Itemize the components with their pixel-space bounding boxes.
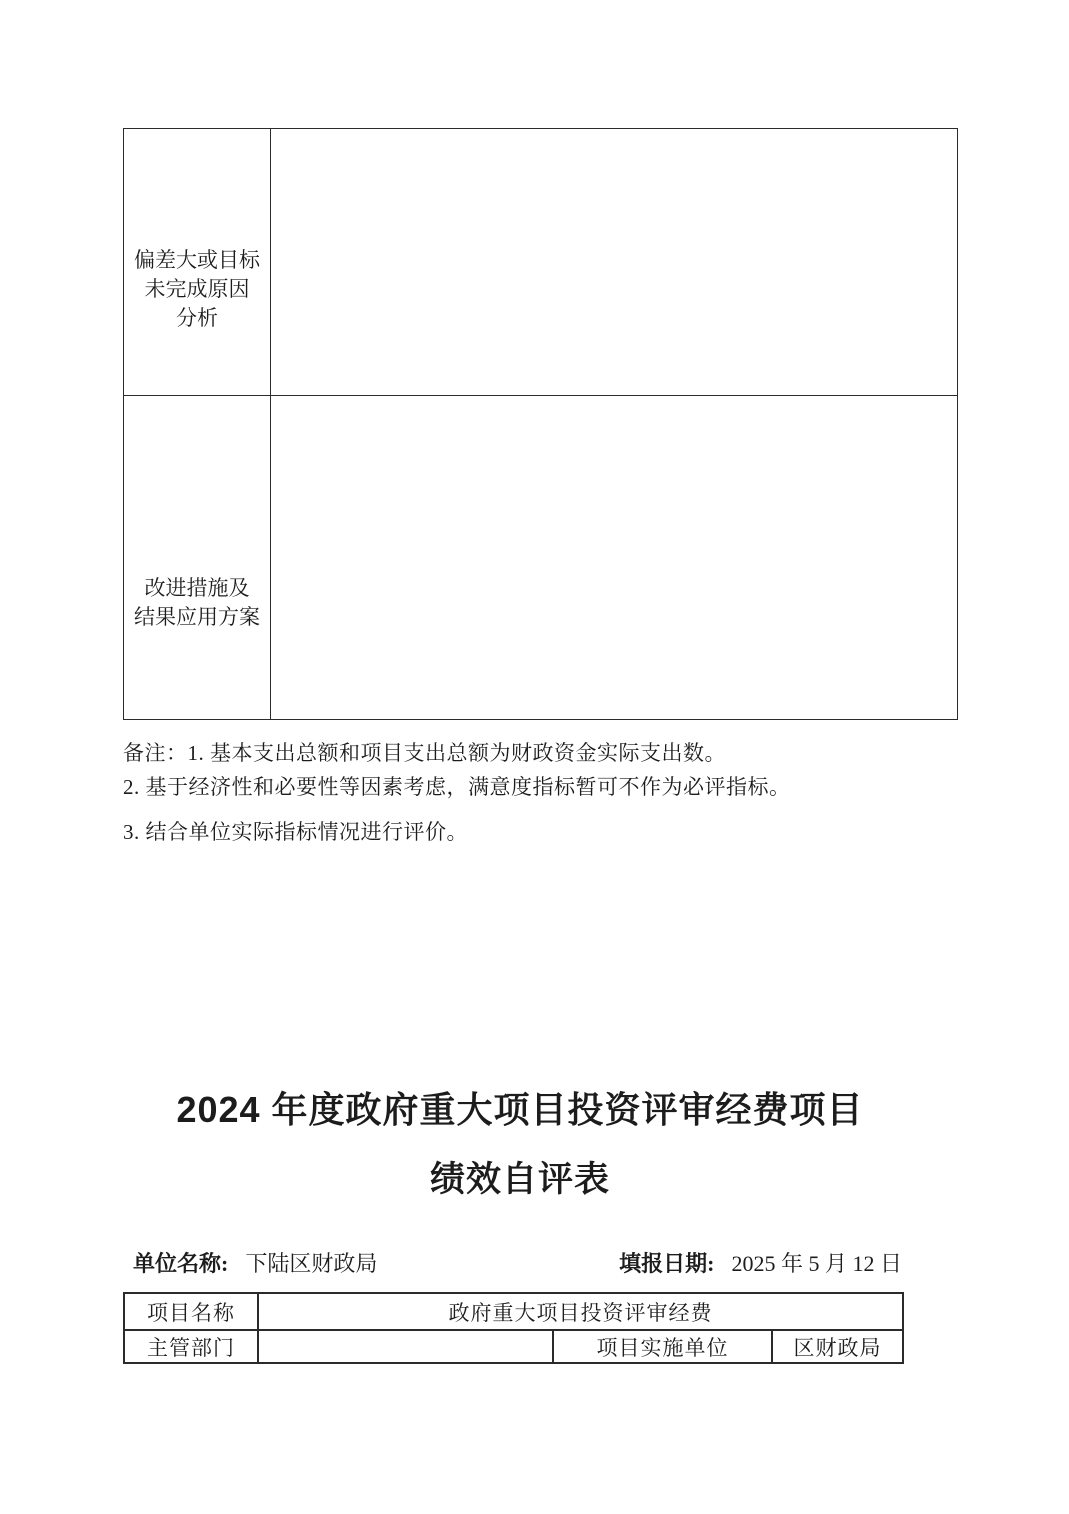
table-row	[124, 129, 958, 396]
unit-name-value: 下陆区财政局	[245, 1251, 378, 1276]
note-line-3: 3. 结合单位实际指标情况进行评价。	[123, 820, 468, 844]
competent-dept-value-cell[interactable]	[258, 1330, 553, 1363]
table-row	[124, 396, 958, 720]
impl-unit-value-cell: 区财政局	[772, 1330, 903, 1363]
table-row	[124, 1293, 903, 1330]
label-line: 结果应用方案	[134, 604, 260, 629]
report-date-label: 填报日期:	[619, 1251, 715, 1276]
project-info-table	[123, 1292, 904, 1364]
unit-name-group	[133, 1249, 377, 1279]
project-name-value-cell: 政府重大项目投资评审经费	[258, 1293, 903, 1330]
improvement-plan-label-cell	[124, 396, 271, 720]
improvement-plan-label	[124, 574, 270, 632]
note-line-2: 2. 基于经济性和必要性等因素考虑，满意度指标暂可不作为必评指标。	[123, 775, 791, 799]
label-line: 偏差大或目标	[134, 247, 260, 272]
deviation-analysis-label-cell	[124, 129, 271, 396]
note-line-1: 备注：1. 基本支出总额和项目支出总额为财政资金实际支出数。	[123, 741, 726, 765]
report-date-value: 2025 年 5 月 12 日	[731, 1251, 902, 1276]
deviation-analysis-content-cell[interactable]	[271, 129, 958, 396]
project-name-label-cell: 项目名称	[124, 1293, 258, 1330]
unit-name-label: 单位名称:	[133, 1251, 229, 1276]
notes-block	[123, 736, 968, 849]
impl-unit-label-cell: 项目实施单位	[553, 1330, 772, 1363]
title-line-1: 2024 年度政府重大项目投资评审经费项目	[176, 1089, 864, 1130]
deviation-analysis-label	[124, 246, 270, 333]
label-line: 分析	[176, 305, 218, 330]
info-row	[133, 1249, 902, 1279]
label-line: 改进措施及	[144, 575, 250, 600]
title-line-2: 绩效自评表	[429, 1160, 610, 1199]
improvement-plan-content-cell[interactable]	[271, 396, 958, 720]
continuation-table	[123, 128, 958, 720]
report-date-group	[619, 1249, 902, 1279]
label-line: 未完成原因	[144, 276, 250, 301]
document-title	[0, 1087, 1040, 1202]
competent-dept-label-cell: 主管部门	[124, 1330, 258, 1363]
table-row	[124, 1330, 903, 1363]
